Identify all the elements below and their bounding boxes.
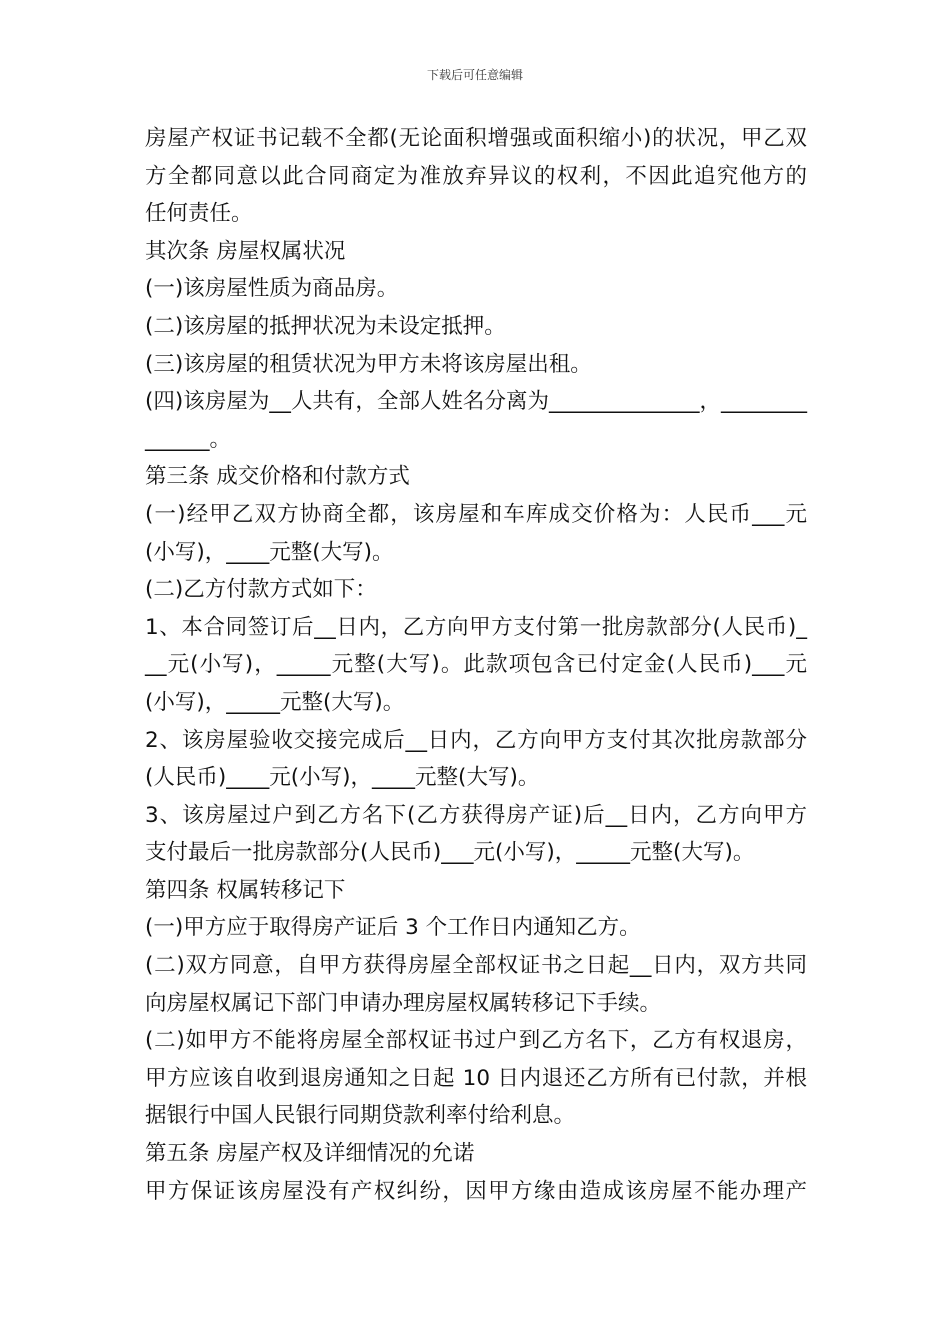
section-heading: 第四条 权属转移记下 xyxy=(145,877,346,903)
text-line: (一)经甲乙双方协商全都，该房屋和车库成交价格为：人民币___元 xyxy=(145,501,807,527)
text-line: 支付最后一批房款部分(人民币)___元(小写)，_____元整(大写)。 xyxy=(145,840,755,866)
text-line: (四)该房屋为__人共有，全部人姓名分离为______________，________ xyxy=(145,389,807,415)
text-line: 1、本合同签订后__日内，乙方向甲方支付第一批房款部分(人民币)_ xyxy=(145,614,807,640)
text-line: 2、该房屋验收交接完成后__日内，乙方向甲方支付其次批房款部分 xyxy=(145,727,807,753)
text-line: (二)如甲方不能将房屋全部权证书过户到乙方名下，乙方有权退房， xyxy=(145,1028,807,1054)
text-line: 据银行中国人民银行同期贷款利率付给利息。 xyxy=(145,1103,576,1129)
text-line: (二)乙方付款方式如下： xyxy=(145,577,377,603)
text-line: 3、该房屋过户到乙方名下(乙方获得房产证)后__日内，乙方向甲方 xyxy=(145,802,807,828)
text-line: (人民币)____元(小写)，____元整(大写)。 xyxy=(145,765,540,791)
section-heading: 第五条 房屋产权及详细情况的允诺 xyxy=(145,1141,475,1167)
document-body xyxy=(145,120,807,1210)
text-line: 方全都同意以此合同商定为准放弃异议的权利，不因此追究他方的 xyxy=(145,163,807,189)
text-line: ______。 xyxy=(145,426,232,452)
text-line: (一)甲方应于取得房产证后 3 个工作日内通知乙方。 xyxy=(145,915,641,941)
text-line: __元(小写)，_____元整(大写)。此款项包含已付定金(人民币)___元 xyxy=(145,652,807,678)
text-line: 任何责任。 xyxy=(145,201,253,227)
text-line: (小写)，_____元整(大写)。 xyxy=(145,689,405,715)
text-line: 向房屋权属记下部门申请办理房屋权属转移记下手续。 xyxy=(145,990,662,1016)
page-header: 下载后可任意编辑 xyxy=(426,68,523,82)
text-line: (三)该房屋的租赁状况为甲方未将该房屋出租。 xyxy=(145,351,592,377)
text-line: 房屋产权证书记载不全都(无论面积增强或面积缩小)的状况，甲乙双 xyxy=(145,126,807,151)
text-line: (小写)，____元整(大写)。 xyxy=(145,539,394,565)
text-line: (一)该房屋性质为商品房。 xyxy=(145,276,399,302)
section-heading: 第三条 成交价格和付款方式 xyxy=(145,464,410,490)
text-line: 甲方保证该房屋没有产权纠纷，因甲方缘由造成该房屋不能办理产 xyxy=(145,1178,807,1204)
section-heading: 其次条 房屋权属状况 xyxy=(145,238,346,264)
text-line: (二)该房屋的抵押状况为未设定抵押。 xyxy=(145,313,506,339)
text-line: (二)双方同意，自甲方获得房屋全部权证书之日起__日内，双方共同 xyxy=(145,953,807,979)
text-line: 甲方应该自收到退房通知之日起 10 日内退还乙方所有已付款，并根 xyxy=(145,1065,807,1091)
